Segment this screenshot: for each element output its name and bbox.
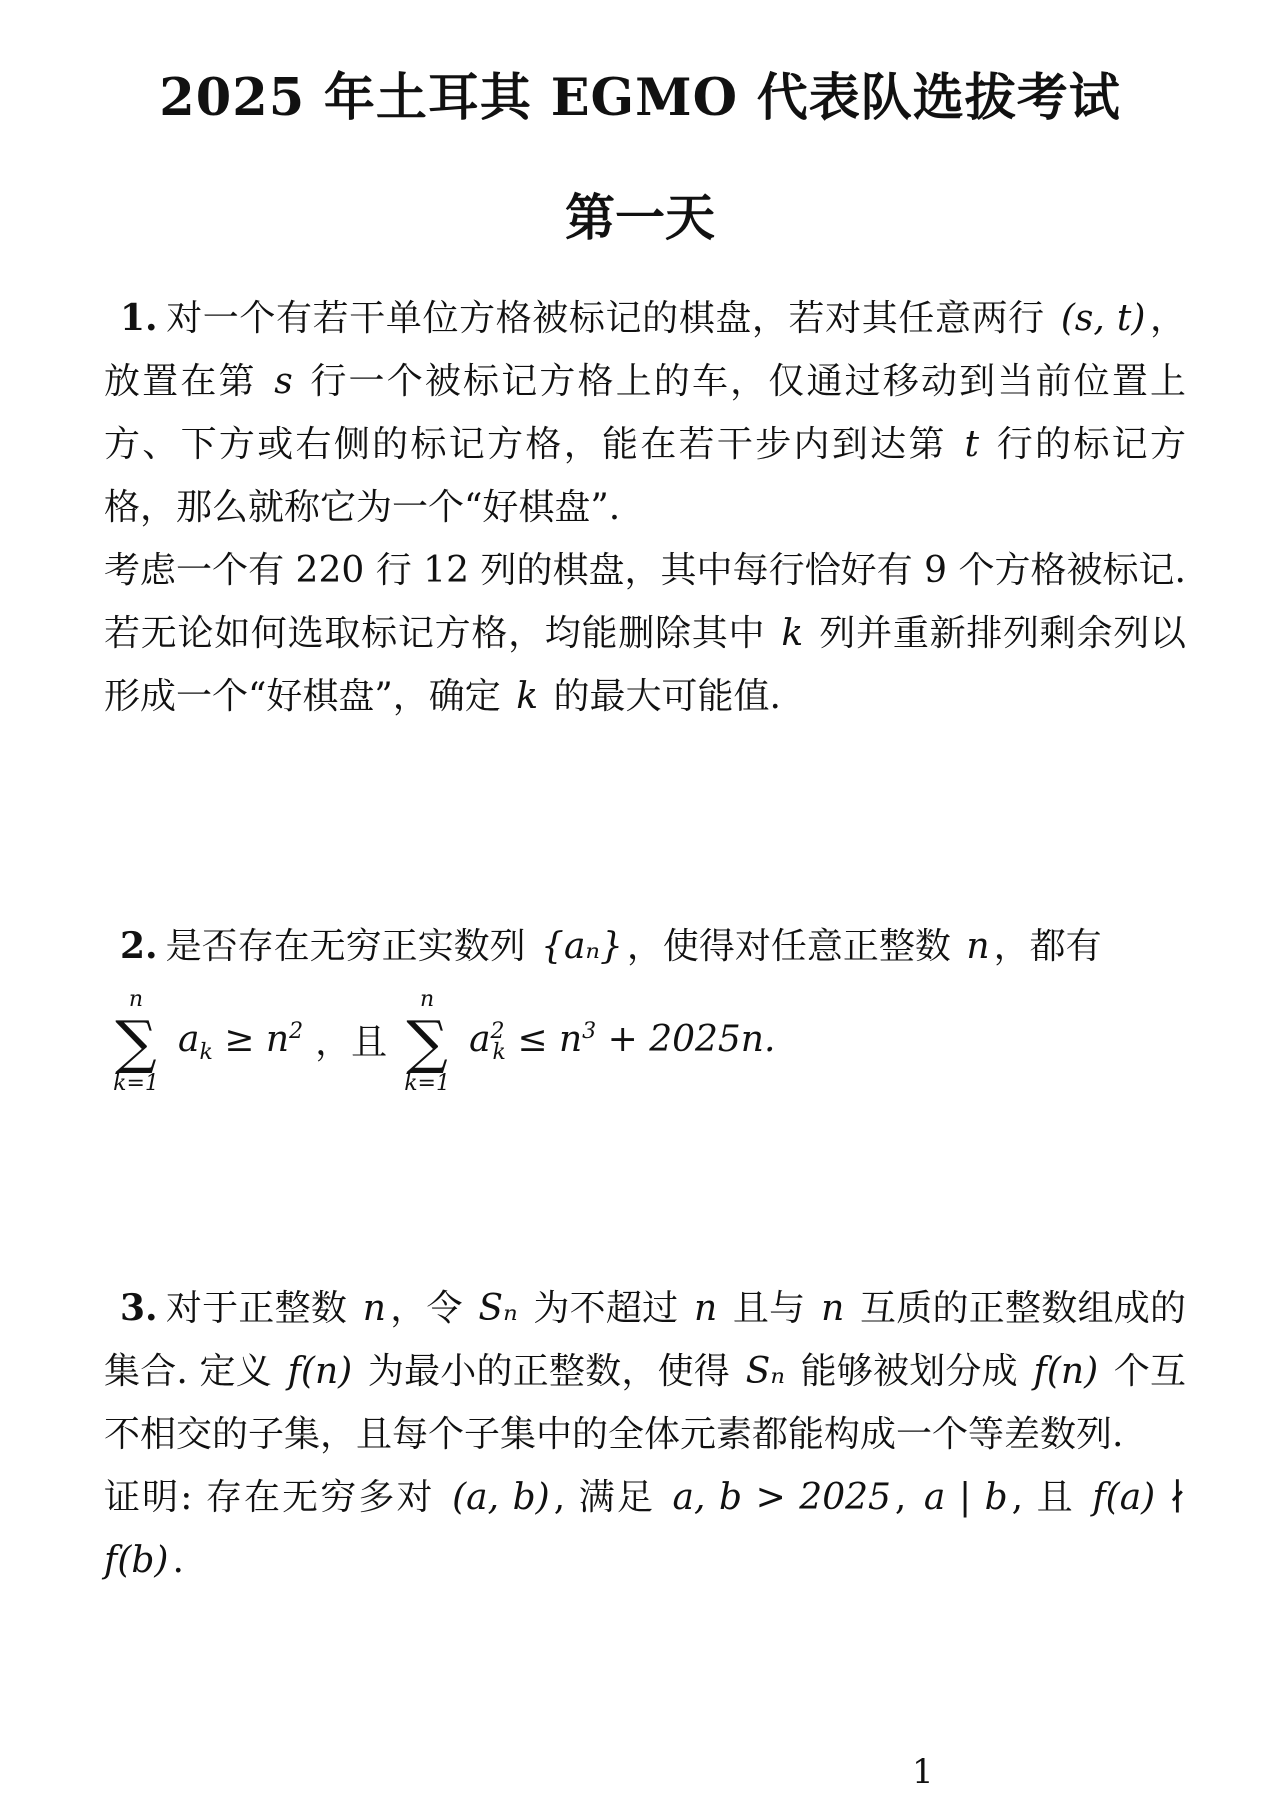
math-set-Sn: Sₙ (745, 1351, 785, 1392)
problem-1-statement: 1. 对一个有若干单位方格被标记的棋盘，若对其任意两行 (s, t) ，放置在第 s 行一个被标记方格上的车，仅通过移动到当前位置上方、下方或右侧的标记方格，能在若干步内到达第 t 行的标记方格，那么就称它为一个“好棋盘”. (104, 297, 1186, 528)
problem-3-statement: 3. 对于正整数 n ，令 Sₙ 为不超过 n 且与 n 互质的正整数组成的集合. 定义 f(n) 为最小的正整数，使得 Sₙ 能够被划分成 f(n) 个互不相交的子集，且每个子集中的全体元素都能构成一个等差数列. (104, 1287, 1186, 1455)
math-sequence: {aₙ} (541, 926, 623, 967)
math-var-n: n (694, 1288, 718, 1329)
math-var-k: k (516, 676, 539, 717)
summation-1: n ∑ k=1 (113, 987, 159, 1096)
math-var-s: s (274, 361, 293, 402)
problem-2-statement: 2. 是否存在无穷正实数列 {aₙ} ，使得对任意正整数 n ，都有 (120, 925, 1102, 967)
problem-number: 2. (120, 925, 158, 967)
page-subtitle: 第一天 (565, 188, 715, 247)
summation-2: n ∑ k=1 (404, 987, 450, 1096)
math-var-n: n (966, 926, 990, 967)
math-pair-st: (s, t) (1060, 298, 1146, 339)
math-var-n: n (821, 1288, 845, 1329)
problem-2 (104, 915, 1186, 1102)
math-condition-divides: a | b (923, 1477, 1008, 1518)
problem-1-question: 考虑一个有 220 行 12 列的棋盘，其中每行恰好有 9 个方格被标记. 若无论如何选取标记方格，均能删除其中 k 列并重新排列剩余列以形成一个“好棋盘”，确定 k 的最大可能值. (104, 550, 1186, 717)
problem-number: 3. (120, 1287, 158, 1329)
problem-3 (104, 1277, 1186, 1592)
formula-sum-condition: $a_k \ge n^2$ (178, 1018, 304, 1066)
page-number: 1 (912, 1752, 934, 1792)
math-func-fn: f(n) (287, 1351, 353, 1392)
math-set-Sn: Sₙ (478, 1288, 518, 1329)
math-condition-not-divides: f(a) ∤ f(b) (104, 1477, 1187, 1581)
page-title: 2025 年土耳其 EGMO 代表队选拔考试 (159, 68, 1121, 128)
math-pair-ab: (a, b) (452, 1477, 550, 1518)
math-func-fn: f(n) (1033, 1351, 1099, 1392)
formula-separator: ，且 (315, 1021, 388, 1063)
math-var-k: k (781, 613, 804, 654)
problem-number: 1. (120, 297, 158, 339)
problem-2-formula (104, 982, 1186, 1102)
math-var-n: n (362, 1288, 386, 1329)
problem-1 (104, 287, 1186, 728)
math-condition-bound: a, b > 2025 (672, 1477, 891, 1518)
problem-3-proof-task: 证明: 存在无穷多对 (a, b) , 满足 a, b > 2025 , a | b , 且 f(a) ∤ f(b) . (104, 1477, 1187, 1581)
math-var-t: t (964, 424, 979, 465)
formula-square-sum-condition: $a^2_k \le n^3 + 2025n$. (469, 1018, 776, 1066)
